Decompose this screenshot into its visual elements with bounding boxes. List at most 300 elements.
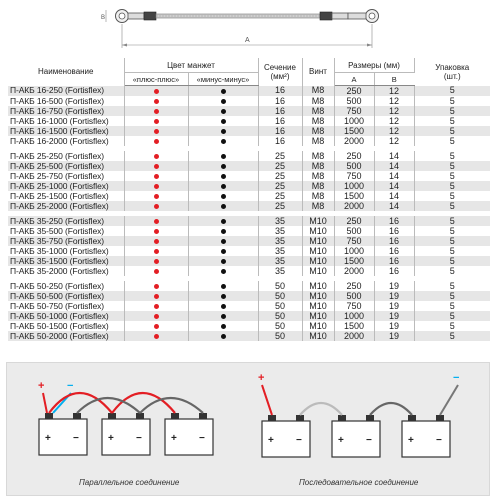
- pack-cell: 5: [414, 201, 490, 211]
- dim-b-cell: 14: [374, 191, 414, 201]
- section-cell: 16: [258, 86, 302, 97]
- dim-b-cell: 16: [374, 256, 414, 266]
- plus-plus-cell: [124, 236, 188, 246]
- screw-cell: M10: [302, 226, 334, 236]
- black-sleeve-dot-icon: [221, 259, 226, 264]
- battery-2: [102, 413, 150, 455]
- header-pack-line2: (шт.): [443, 71, 461, 81]
- dim-a-cell: 2000: [334, 201, 374, 211]
- minus-minus-cell: [188, 216, 258, 226]
- terminal-minus: −: [436, 435, 442, 446]
- red-sleeve-dot-icon: [154, 99, 159, 104]
- black-sleeve-dot-icon: [221, 89, 226, 94]
- terminal-minus: −: [296, 435, 302, 446]
- screw-cell: M8: [302, 96, 334, 106]
- table-row: [8, 226, 490, 236]
- table-row: [8, 321, 490, 331]
- minus-minus-cell: [188, 161, 258, 171]
- screw-cell: M10: [302, 291, 334, 301]
- black-sleeve-dot-icon: [221, 219, 226, 224]
- dim-a-cell: 500: [334, 226, 374, 236]
- product-name-cell: П-АКБ 25-500 (Fortisflex): [8, 161, 124, 171]
- terminal-plus: +: [408, 435, 414, 446]
- red-sleeve-dot-icon: [154, 314, 159, 319]
- red-sleeve-dot-icon: [154, 334, 159, 339]
- dim-a-cell: 500: [334, 291, 374, 301]
- product-name-cell: П-АКБ 16-1500 (Fortisflex): [8, 126, 124, 136]
- black-sleeve-dot-icon: [221, 334, 226, 339]
- table-row: [8, 301, 490, 311]
- plus-plus-cell: [124, 291, 188, 301]
- dim-b-cell: 12: [374, 106, 414, 116]
- battery-1: [39, 413, 87, 455]
- plus-plus-cell: [124, 171, 188, 181]
- black-sleeve-dot-icon: [221, 304, 226, 309]
- screw-cell: M10: [302, 216, 334, 226]
- header-section-line1: Сечение: [264, 62, 296, 72]
- screw-cell: M8: [302, 171, 334, 181]
- plus-plus-cell: [124, 161, 188, 171]
- screw-cell: M10: [302, 311, 334, 321]
- minus-minus-cell: [188, 151, 258, 161]
- pack-cell: 5: [414, 321, 490, 331]
- section-cell: 50: [258, 291, 302, 301]
- dim-b-cell: 12: [374, 86, 414, 97]
- dim-a-cell: 1500: [334, 191, 374, 201]
- minus-minus-cell: [188, 201, 258, 211]
- header-dims-group: Размеры (мм): [334, 58, 414, 73]
- table-row: [8, 151, 490, 161]
- table-row: [8, 256, 490, 266]
- plus-plus-cell: [124, 321, 188, 331]
- table-row: [8, 236, 490, 246]
- red-sleeve-dot-icon: [154, 304, 159, 309]
- dim-b-cell: 14: [374, 201, 414, 211]
- terminal-plus: +: [108, 433, 114, 444]
- dim-b-label: B: [101, 15, 106, 21]
- red-sleeve-dot-icon: [154, 139, 159, 144]
- dim-a-cell: 250: [334, 281, 374, 291]
- terminal-plus: +: [171, 433, 177, 444]
- black-sleeve-dot-icon: [221, 229, 226, 234]
- table-row: [8, 181, 490, 191]
- red-sleeve-dot-icon: [154, 194, 159, 199]
- dim-a-cell: 1500: [334, 126, 374, 136]
- minus-minus-cell: [188, 181, 258, 191]
- black-sleeve-dot-icon: [221, 109, 226, 114]
- table-row: [8, 246, 490, 256]
- terminal-minus: −: [199, 433, 205, 444]
- dim-a-cell: 1000: [334, 246, 374, 256]
- table-row: [8, 106, 490, 116]
- cable-drawing: [0, 0, 495, 58]
- dim-a-cell: 2000: [334, 136, 374, 146]
- red-sleeve-dot-icon: [154, 324, 159, 329]
- black-sleeve-dot-icon: [221, 269, 226, 274]
- section-cell: 50: [258, 311, 302, 321]
- dim-a-cell: 250: [334, 86, 374, 97]
- minus-minus-cell: [188, 321, 258, 331]
- product-name-cell: П-АКБ 35-1500 (Fortisflex): [8, 256, 124, 266]
- product-name-cell: П-АКБ 25-250 (Fortisflex): [8, 151, 124, 161]
- product-name-cell: П-АКБ 50-500 (Fortisflex): [8, 291, 124, 301]
- table-row: [8, 281, 490, 291]
- plus-plus-cell: [124, 281, 188, 291]
- minus-minus-cell: [188, 126, 258, 136]
- plus-plus-cell: [124, 116, 188, 126]
- section-cell: 50: [258, 301, 302, 311]
- header-section-line2: (мм²): [270, 71, 290, 81]
- dim-b-cell: 19: [374, 291, 414, 301]
- table-row: [8, 171, 490, 181]
- red-sleeve-dot-icon: [154, 119, 159, 124]
- screw-cell: M10: [302, 331, 334, 341]
- pack-cell: 5: [414, 216, 490, 226]
- header-section: [258, 58, 302, 86]
- red-sleeve-dot-icon: [154, 154, 159, 159]
- minus-minus-cell: [188, 281, 258, 291]
- terminal-plus: +: [338, 435, 344, 446]
- pack-cell: 5: [414, 191, 490, 201]
- series-plus-sign: +: [258, 372, 265, 384]
- minus-minus-cell: [188, 86, 258, 97]
- minus-minus-cell: [188, 256, 258, 266]
- red-sleeve-dot-icon: [154, 259, 159, 264]
- dim-b-cell: 16: [374, 216, 414, 226]
- pack-cell: 5: [414, 181, 490, 191]
- red-sleeve-dot-icon: [154, 109, 159, 114]
- plus-plus-cell: [124, 216, 188, 226]
- product-name-cell: П-АКБ 16-250 (Fortisflex): [8, 86, 124, 97]
- product-name-cell: П-АКБ 50-750 (Fortisflex): [8, 301, 124, 311]
- plus-plus-cell: [124, 246, 188, 256]
- pack-cell: 5: [414, 266, 490, 276]
- red-sleeve-dot-icon: [154, 164, 159, 169]
- plus-plus-cell: [124, 96, 188, 106]
- pack-cell: 5: [414, 256, 490, 266]
- black-sleeve-dot-icon: [221, 294, 226, 299]
- screw-cell: M10: [302, 301, 334, 311]
- section-cell: 25: [258, 201, 302, 211]
- wiring-diagram-svg: [7, 363, 489, 495]
- screw-cell: M8: [302, 106, 334, 116]
- plus-plus-cell: [124, 136, 188, 146]
- table-row: [8, 266, 490, 276]
- dim-b-cell: 12: [374, 116, 414, 126]
- table-row: [8, 126, 490, 136]
- dim-a-cell: 750: [334, 106, 374, 116]
- plus-plus-cell: [124, 256, 188, 266]
- dim-a-label: A: [245, 37, 250, 44]
- screw-cell: M10: [302, 236, 334, 246]
- red-sleeve-dot-icon: [154, 184, 159, 189]
- table-row: [8, 161, 490, 171]
- product-name-cell: П-АКБ 35-500 (Fortisflex): [8, 226, 124, 236]
- minus-minus-cell: [188, 116, 258, 126]
- section-cell: 16: [258, 126, 302, 136]
- table-row: [8, 86, 490, 97]
- product-name-cell: П-АКБ 16-500 (Fortisflex): [8, 96, 124, 106]
- dim-b-cell: 14: [374, 181, 414, 191]
- section-cell: 50: [258, 331, 302, 341]
- pack-cell: 5: [414, 86, 490, 97]
- red-sleeve-dot-icon: [154, 294, 159, 299]
- header-minus-minus: «минус-минус»: [188, 73, 258, 86]
- dim-a-cell: 750: [334, 301, 374, 311]
- screw-cell: M8: [302, 86, 334, 97]
- terminal-plus: +: [45, 433, 51, 444]
- dim-a-cell: 2000: [334, 266, 374, 276]
- section-cell: 16: [258, 96, 302, 106]
- red-sleeve-dot-icon: [154, 284, 159, 289]
- screw-cell: M10: [302, 281, 334, 291]
- red-sleeve-dot-icon: [154, 174, 159, 179]
- pack-cell: 5: [414, 171, 490, 181]
- header-screw: Винт: [302, 58, 334, 86]
- dim-a-cell: 1500: [334, 256, 374, 266]
- dim-b-cell: 19: [374, 331, 414, 341]
- header-dim-a: A: [334, 73, 374, 86]
- table-row: [8, 291, 490, 301]
- black-sleeve-dot-icon: [221, 129, 226, 134]
- minus-minus-cell: [188, 266, 258, 276]
- header-pack: [414, 58, 490, 86]
- dim-b-cell: 16: [374, 266, 414, 276]
- product-name-cell: П-АКБ 50-1000 (Fortisflex): [8, 311, 124, 321]
- dim-b-cell: 16: [374, 246, 414, 256]
- product-name-cell: П-АКБ 16-1000 (Fortisflex): [8, 116, 124, 126]
- black-sleeve-dot-icon: [221, 119, 226, 124]
- spec-table: [8, 58, 490, 341]
- dim-b-cell: 12: [374, 96, 414, 106]
- product-name-cell: П-АКБ 25-1500 (Fortisflex): [8, 191, 124, 201]
- section-cell: 35: [258, 246, 302, 256]
- battery-3: [165, 413, 213, 455]
- dim-b-cell: 16: [374, 236, 414, 246]
- product-name-cell: П-АКБ 25-1000 (Fortisflex): [8, 181, 124, 191]
- dim-b-cell: 14: [374, 171, 414, 181]
- red-sleeve-dot-icon: [154, 219, 159, 224]
- section-cell: 16: [258, 136, 302, 146]
- red-sleeve-dot-icon: [154, 204, 159, 209]
- dim-a-cell: 250: [334, 216, 374, 226]
- section-cell: 35: [258, 266, 302, 276]
- screw-cell: M8: [302, 126, 334, 136]
- plus-plus-cell: [124, 201, 188, 211]
- plus-plus-cell: [124, 151, 188, 161]
- minus-minus-cell: [188, 331, 258, 341]
- dim-a-cell: 1000: [334, 181, 374, 191]
- pack-cell: 5: [414, 281, 490, 291]
- pack-cell: 5: [414, 161, 490, 171]
- section-cell: 25: [258, 161, 302, 171]
- parallel-caption: Параллельное соединение: [79, 478, 180, 487]
- header-name: Наименование: [8, 58, 124, 86]
- dim-b-cell: 12: [374, 126, 414, 136]
- dim-a-cell: 2000: [334, 331, 374, 341]
- screw-cell: M10: [302, 256, 334, 266]
- dim-b-cell: 14: [374, 161, 414, 171]
- product-name-cell: П-АКБ 35-750 (Fortisflex): [8, 236, 124, 246]
- section-cell: 25: [258, 151, 302, 161]
- screw-cell: M8: [302, 181, 334, 191]
- dim-b-cell: 19: [374, 301, 414, 311]
- header-color-group: Цвет манжет: [124, 58, 258, 73]
- section-cell: 50: [258, 321, 302, 331]
- dim-b-cell: 19: [374, 321, 414, 331]
- section-cell: 35: [258, 256, 302, 266]
- screw-cell: M10: [302, 266, 334, 276]
- section-cell: 25: [258, 171, 302, 181]
- black-sleeve-dot-icon: [221, 139, 226, 144]
- table-row: [8, 311, 490, 321]
- section-cell: 25: [258, 191, 302, 201]
- battery-6: [402, 415, 450, 457]
- black-sleeve-dot-icon: [221, 324, 226, 329]
- screw-cell: M8: [302, 201, 334, 211]
- black-sleeve-dot-icon: [221, 314, 226, 319]
- dim-b-cell: 12: [374, 136, 414, 146]
- minus-minus-cell: [188, 291, 258, 301]
- dim-a-cell: 250: [334, 151, 374, 161]
- pack-cell: 5: [414, 106, 490, 116]
- plus-plus-cell: [124, 226, 188, 236]
- dim-a-cell: 750: [334, 236, 374, 246]
- screw-cell: M8: [302, 161, 334, 171]
- product-name-cell: П-АКБ 16-2000 (Fortisflex): [8, 136, 124, 146]
- screw-cell: M10: [302, 321, 334, 331]
- minus-minus-cell: [188, 106, 258, 116]
- minus-minus-cell: [188, 311, 258, 321]
- pack-cell: 5: [414, 126, 490, 136]
- header-plus-plus: «плюс-плюс»: [124, 73, 188, 86]
- table-row: [8, 96, 490, 106]
- product-name-cell: П-АКБ 50-250 (Fortisflex): [8, 281, 124, 291]
- black-sleeve-dot-icon: [221, 239, 226, 244]
- section-cell: 35: [258, 226, 302, 236]
- dim-b-cell: 14: [374, 151, 414, 161]
- dim-a-cell: 500: [334, 96, 374, 106]
- red-sleeve-dot-icon: [154, 89, 159, 94]
- screw-cell: M8: [302, 116, 334, 126]
- section-cell: 35: [258, 236, 302, 246]
- section-cell: 50: [258, 281, 302, 291]
- dim-b-cell: 19: [374, 311, 414, 321]
- dim-a-cell: 750: [334, 171, 374, 181]
- header-pack-line1: Упаковка: [435, 62, 470, 72]
- dim-a-cell: 1000: [334, 311, 374, 321]
- pack-cell: 5: [414, 116, 490, 126]
- minus-minus-cell: [188, 96, 258, 106]
- terminal-minus: −: [73, 433, 79, 444]
- product-name-cell: П-АКБ 50-1500 (Fortisflex): [8, 321, 124, 331]
- black-sleeve-dot-icon: [221, 284, 226, 289]
- table-row: [8, 216, 490, 226]
- black-sleeve-dot-icon: [221, 99, 226, 104]
- parallel-diagram: [38, 380, 213, 455]
- dim-b-cell: 16: [374, 226, 414, 236]
- parallel-minus-sign: −: [67, 380, 74, 392]
- terminal-minus: −: [366, 435, 372, 446]
- pack-cell: 5: [414, 301, 490, 311]
- red-sleeve-dot-icon: [154, 239, 159, 244]
- minus-minus-cell: [188, 191, 258, 201]
- product-name-cell: П-АКБ 16-750 (Fortisflex): [8, 106, 124, 116]
- pack-cell: 5: [414, 236, 490, 246]
- red-sleeve-dot-icon: [154, 229, 159, 234]
- pack-cell: 5: [414, 151, 490, 161]
- dim-a-cell: 1000: [334, 116, 374, 126]
- screw-cell: M8: [302, 151, 334, 161]
- pack-cell: 5: [414, 331, 490, 341]
- section-cell: 35: [258, 216, 302, 226]
- screw-cell: M8: [302, 136, 334, 146]
- red-sleeve-dot-icon: [154, 129, 159, 134]
- table-row: [8, 116, 490, 126]
- minus-minus-cell: [188, 171, 258, 181]
- product-name-cell: П-АКБ 25-2000 (Fortisflex): [8, 201, 124, 211]
- series-diagram: [258, 372, 459, 457]
- pack-cell: 5: [414, 226, 490, 236]
- table-row: [8, 191, 490, 201]
- battery-5: [332, 415, 380, 457]
- plus-plus-cell: [124, 331, 188, 341]
- connection-diagrams: [6, 362, 490, 496]
- parallel-plus-sign: +: [38, 380, 45, 392]
- screw-cell: M8: [302, 191, 334, 201]
- battery-4: [262, 415, 310, 457]
- minus-minus-cell: [188, 301, 258, 311]
- section-cell: 25: [258, 181, 302, 191]
- product-name-cell: П-АКБ 35-250 (Fortisflex): [8, 216, 124, 226]
- plus-plus-cell: [124, 181, 188, 191]
- terminal-minus: −: [136, 433, 142, 444]
- series-caption: Последовательное соединение: [299, 478, 419, 487]
- plus-plus-cell: [124, 126, 188, 136]
- minus-minus-cell: [188, 136, 258, 146]
- dim-a-cell: 1500: [334, 321, 374, 331]
- plus-plus-cell: [124, 106, 188, 116]
- black-sleeve-dot-icon: [221, 194, 226, 199]
- black-sleeve-dot-icon: [221, 154, 226, 159]
- plus-plus-cell: [124, 86, 188, 97]
- pack-cell: 5: [414, 246, 490, 256]
- table-row: [8, 331, 490, 341]
- dim-b-cell: 19: [374, 281, 414, 291]
- pack-cell: 5: [414, 136, 490, 146]
- section-cell: 16: [258, 106, 302, 116]
- plus-plus-cell: [124, 191, 188, 201]
- pack-cell: 5: [414, 291, 490, 301]
- product-name-cell: П-АКБ 35-1000 (Fortisflex): [8, 246, 124, 256]
- screw-cell: M10: [302, 246, 334, 256]
- product-name-cell: П-АКБ 50-2000 (Fortisflex): [8, 331, 124, 341]
- plus-plus-cell: [124, 311, 188, 321]
- plus-plus-cell: [124, 266, 188, 276]
- black-sleeve-dot-icon: [221, 174, 226, 179]
- dim-a-cell: 500: [334, 161, 374, 171]
- product-name-cell: П-АКБ 25-750 (Fortisflex): [8, 171, 124, 181]
- product-name-cell: П-АКБ 35-2000 (Fortisflex): [8, 266, 124, 276]
- minus-minus-cell: [188, 246, 258, 256]
- table-row: [8, 136, 490, 146]
- black-sleeve-dot-icon: [221, 164, 226, 169]
- section-cell: 16: [258, 116, 302, 126]
- minus-minus-cell: [188, 236, 258, 246]
- black-sleeve-dot-icon: [221, 184, 226, 189]
- terminal-plus: +: [268, 435, 274, 446]
- plus-plus-cell: [124, 301, 188, 311]
